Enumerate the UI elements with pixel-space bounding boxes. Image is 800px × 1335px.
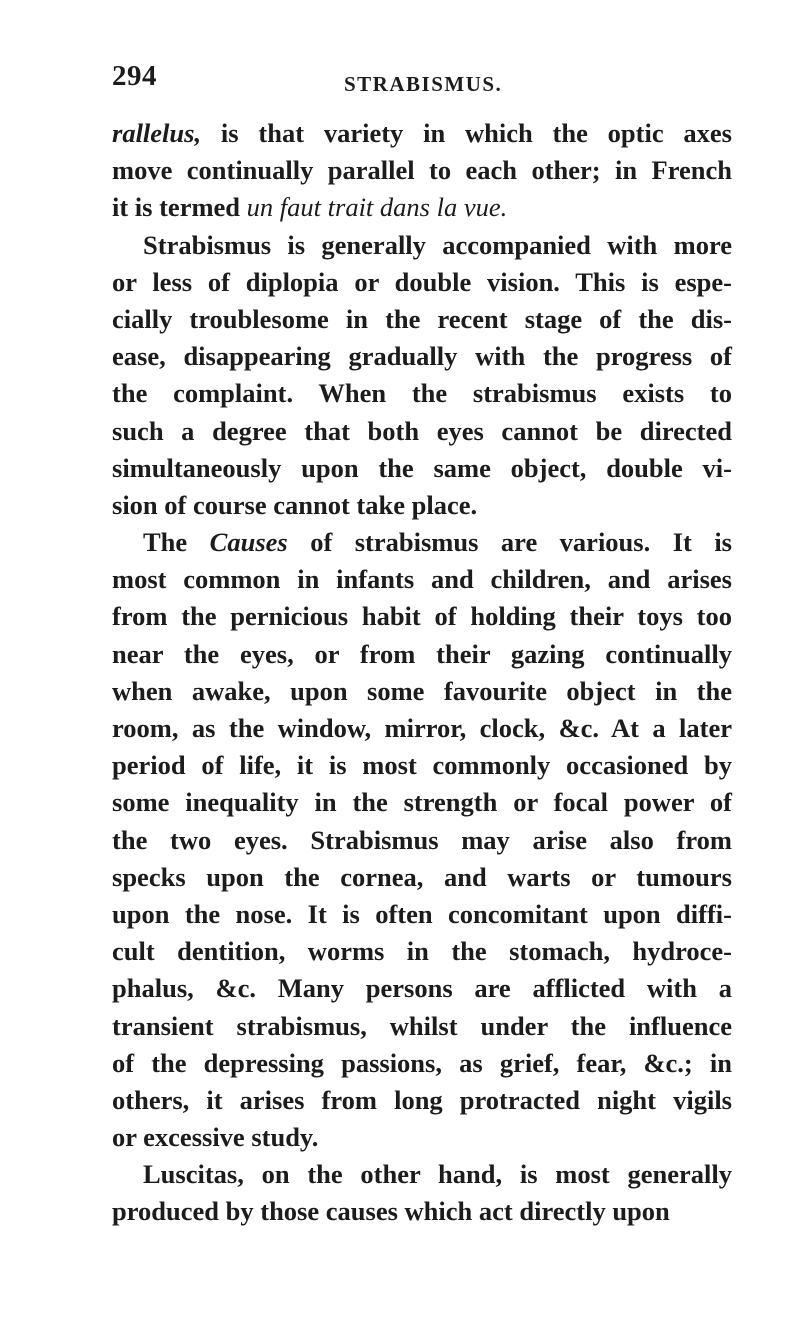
text-line: the two eyes. Strabismus may arise also from	[112, 824, 732, 855]
text-line: produced by those causes which act directly upon	[112, 1196, 670, 1227]
text-line: ease, disappearing gradually with the progress of	[112, 341, 732, 372]
text-fragment: it is termed	[112, 192, 247, 223]
text-line: transient strabismus, whilst under the influence	[112, 1010, 732, 1041]
text-fragment: of strabismus are various. It is	[287, 527, 732, 558]
text-line: such a degree that both eyes cannot be directed	[112, 415, 732, 446]
text-line: most common in infants and children, and arises	[112, 564, 732, 595]
text-line: or less of diplopia or double vision. This is espe-	[112, 266, 732, 297]
running-head: STRABISMUS.	[344, 72, 503, 96]
paragraph-first-line	[112, 524, 732, 561]
text-line: others, it arises from long protracted night vigils	[112, 1084, 732, 1115]
italic-term: rallelus,	[112, 118, 202, 148]
paragraph-first-line: Luscitas, on the other hand, is most generally	[143, 1159, 732, 1190]
text-line: upon the nose. It is often concomitant upon diffi-	[112, 898, 732, 929]
text-line: cult dentition, worms in the stomach, hydroce-	[112, 936, 732, 967]
text-line: near the eyes, or from their gazing continually	[112, 638, 732, 669]
text-line: specks upon the cornea, and warts or tumours	[112, 861, 732, 892]
text-line: move continually parallel to each other; in French	[112, 155, 732, 186]
text-line: the complaint. When the strabismus exists to	[112, 378, 732, 409]
text-line: period of life, it is most commonly occasioned by	[112, 750, 732, 781]
page-number: 294	[112, 60, 157, 92]
italic-term: Causes	[209, 527, 288, 558]
page-header	[112, 60, 732, 100]
text-line: when awake, upon some favourite object in the	[112, 675, 732, 706]
french-phrase: un faut trait dans la vue.	[246, 192, 508, 223]
text-line: room, as the window, mirror, clock, &c. At a later	[112, 713, 732, 743]
text-line: simultaneously upon the same object, double vi-	[112, 452, 732, 483]
text-line: some inequality in the strength or focal power of	[112, 787, 732, 818]
text-line: of the depressing passions, as grief, fear, &c.; in	[112, 1047, 732, 1078]
body-text	[112, 115, 732, 1231]
text-fragment: is that variety in which the optic axes	[201, 118, 732, 148]
text-line: phalus, &c. Many persons are afflicted with a	[112, 973, 732, 1004]
text-line: or excessive study.	[112, 1122, 319, 1153]
text-line: cially troublesome in the recent stage of the dis-	[112, 303, 732, 334]
text-line: from the pernicious habit of holding their toys too	[112, 601, 732, 632]
text-line: sion of course cannot take place.	[112, 489, 478, 520]
text-line	[112, 115, 732, 152]
text-fragment: The	[143, 527, 210, 558]
paragraph-first-line: Strabismus is generally accompanied with more	[143, 229, 732, 260]
text-line	[112, 189, 732, 226]
